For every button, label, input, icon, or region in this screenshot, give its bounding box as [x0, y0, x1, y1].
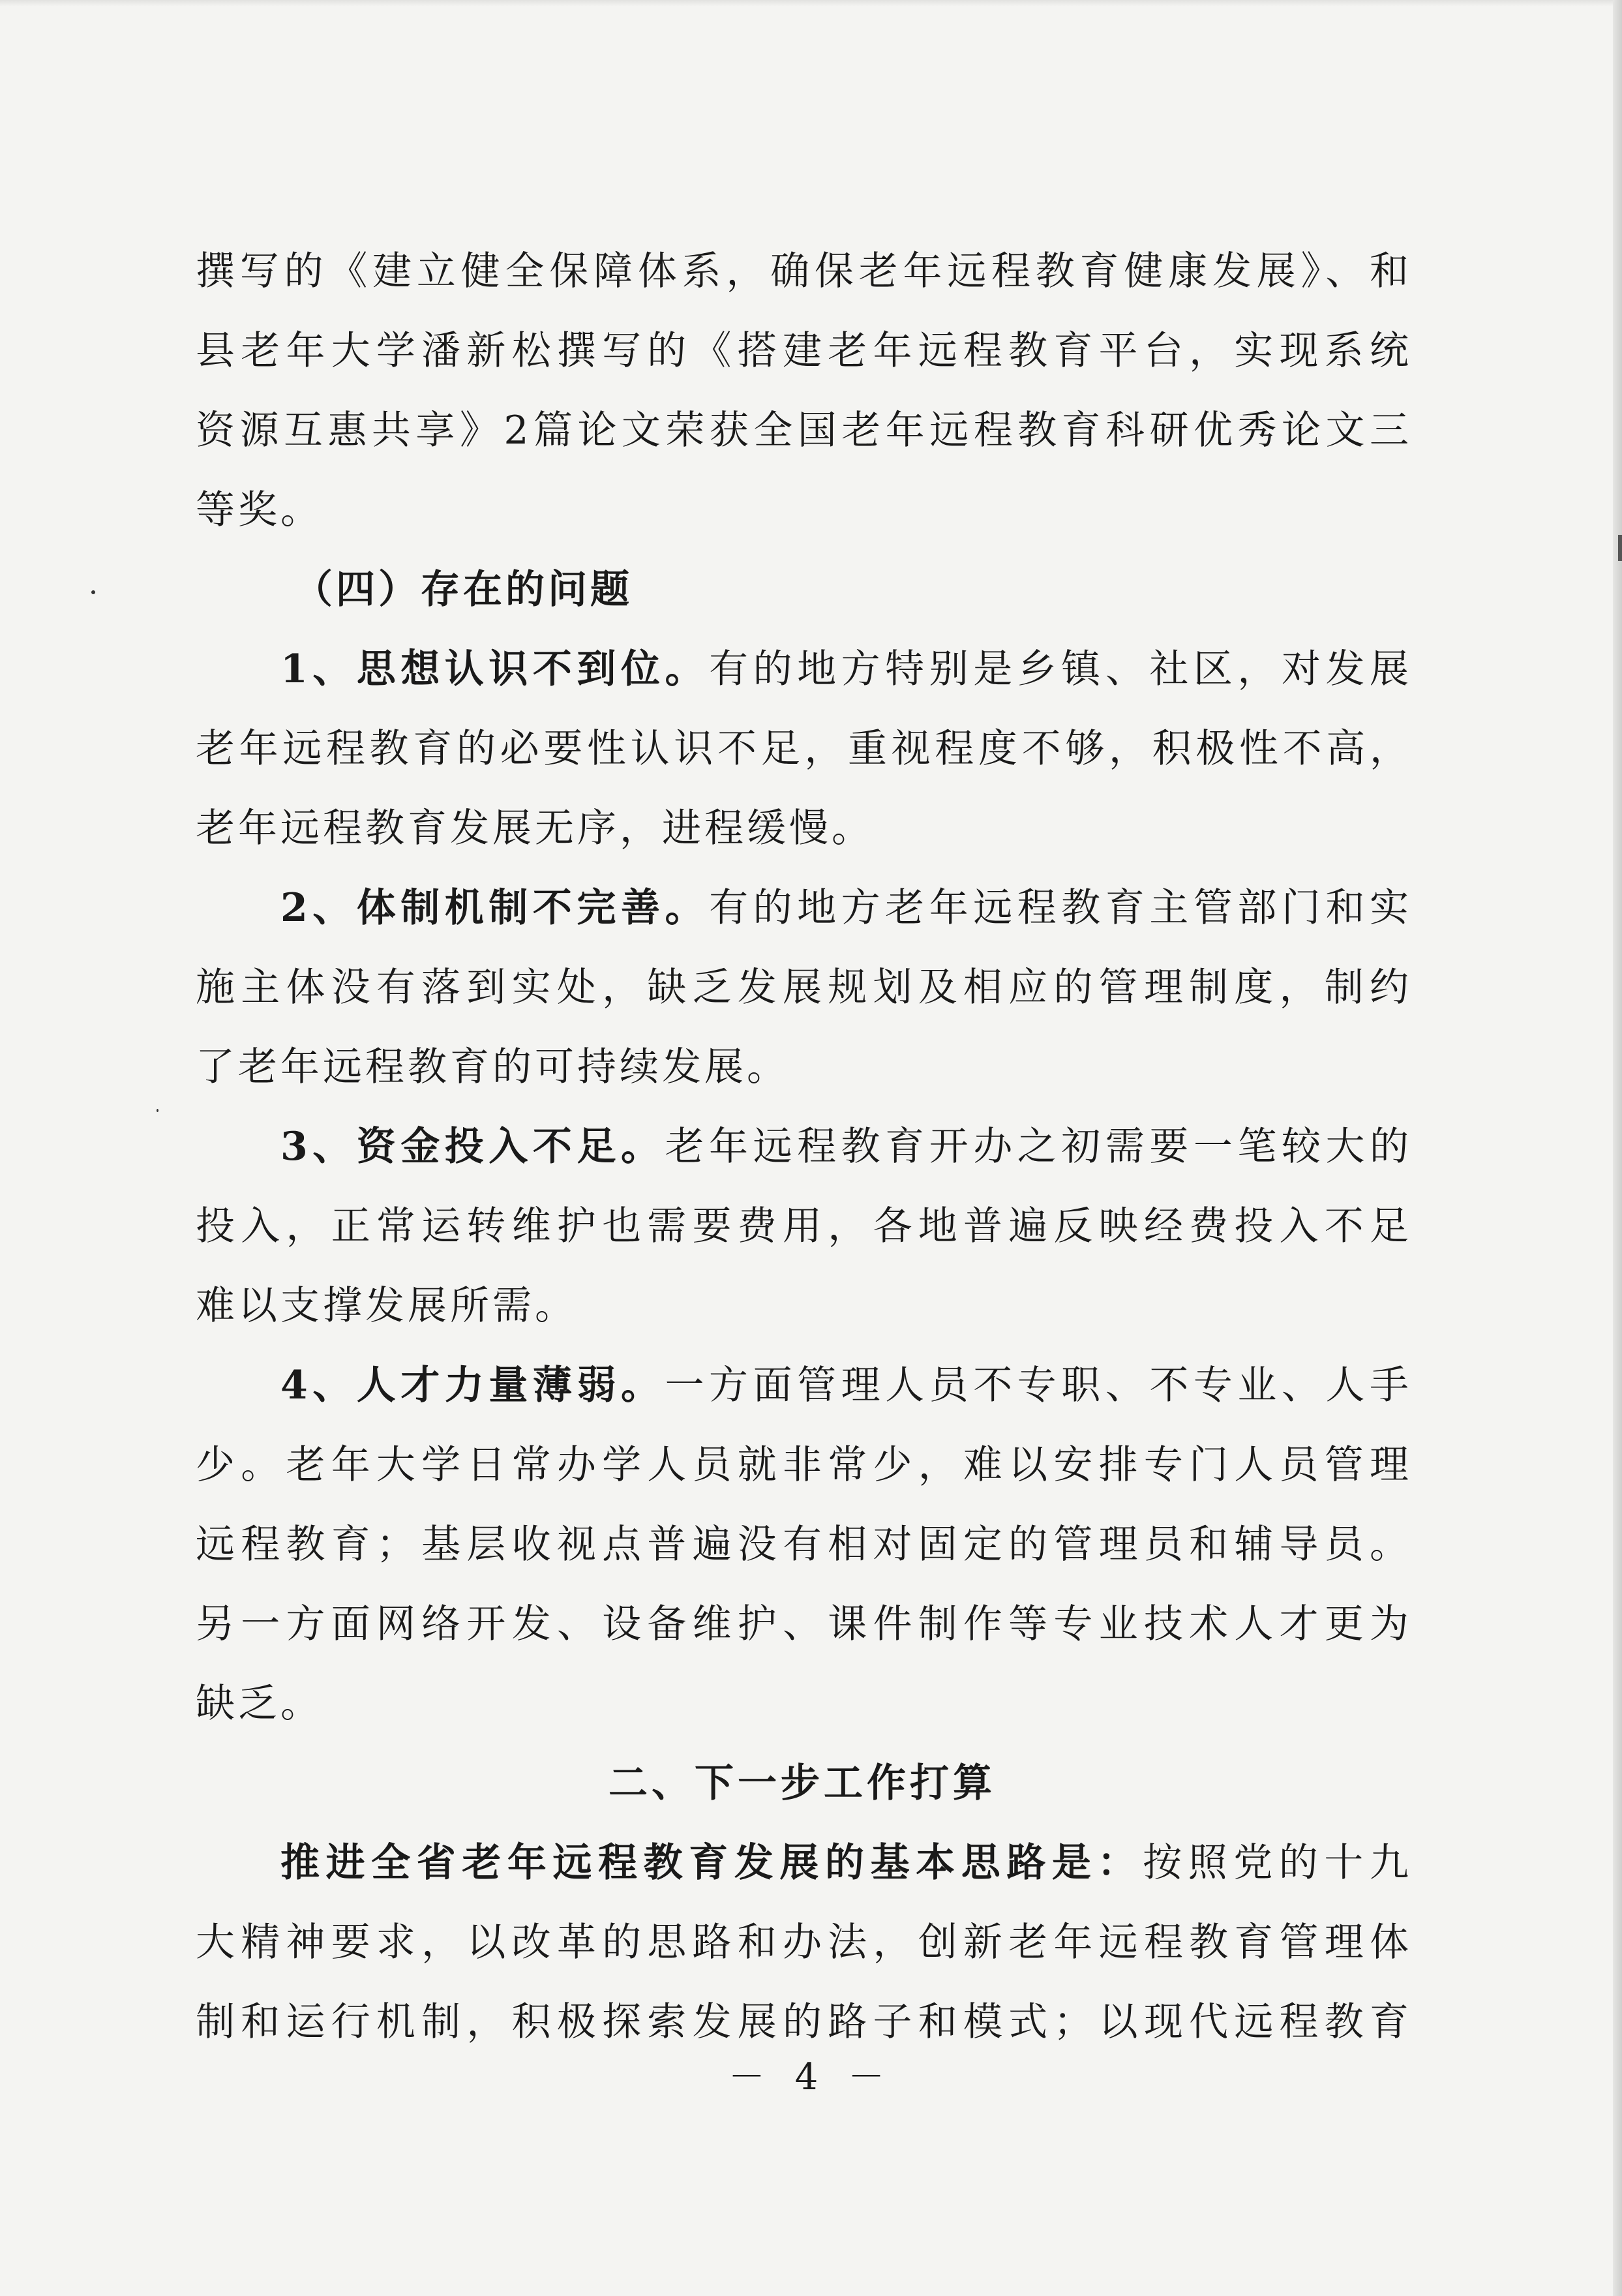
problem-2-text: 有的地方老年远程教育主管部门和实 [709, 885, 1409, 931]
text-line: 撰写的《建立健全保障体系，确保老年远程教育健康发展》、和 [196, 249, 1409, 294]
text-line: 另一方面网络开发、设备维护、课件制作等专业技术人才更为 [196, 1601, 1409, 1647]
text-line: 施主体没有落到实处，缺乏发展规划及相应的管理制度，制约 [196, 965, 1409, 1010]
text-line: 远程教育；基层收视点普遍没有相对固定的管理员和辅导员。 [196, 1522, 1409, 1567]
scan-top-edge [0, 0, 1622, 7]
text-line: 少。老年大学日常办学人员就非常少，难以安排专门人员管理 [196, 1442, 1409, 1488]
problem-1-lead: 1、思想认识不到位。 [280, 646, 710, 692]
dust-speck [91, 590, 95, 594]
text-line: 难以支撑发展所需。 [196, 1283, 577, 1329]
text-line: 老年远程教育的必要性认识不足，重视程度不够，积极性不高， [196, 726, 1409, 772]
problem-3-first-line [196, 1107, 1409, 1186]
problem-1-first-line [196, 629, 1409, 709]
problem-4-first-line [196, 1346, 1409, 1425]
page-number: － 4 － [728, 2056, 894, 2098]
text-line: 资源互惠共享》2篇论文荣获全国老年远程教育科研优秀论文三 [196, 408, 1409, 453]
problem-2-lead: 2、体制机制不完善。 [280, 885, 710, 931]
problem-2-first-line [196, 868, 1409, 948]
problem-3-lead: 3、资金投入不足。 [280, 1124, 665, 1170]
section-title: 二、下一步工作打算 [608, 1760, 996, 1806]
plan-first-line [196, 1823, 1409, 1903]
text-line: 县老年大学潘新松撰写的《搭建老年远程教育平台，实现系统 [196, 328, 1409, 374]
plan-text: 按照党的十九 [1143, 1840, 1409, 1886]
document-body [196, 232, 1409, 2062]
binding-mark [1618, 535, 1622, 561]
text-line: 制和运行机制，积极探索发展的路子和模式；以现代远程教育 [196, 1999, 1409, 2045]
plan-lead: 推进全省老年远程教育发展的基本思路是： [280, 1840, 1143, 1886]
problem-4-lead: 4、人才力量薄弱。 [280, 1363, 665, 1408]
text-line: 老年远程教育发展无序，进程缓慢。 [196, 806, 874, 851]
text-line: 了老年远程教育的可持续发展。 [196, 1044, 789, 1090]
text-line: 投入，正常运转维护也需要费用，各地普遍反映经费投入不足 [196, 1203, 1409, 1249]
text-line: 缺乏。 [196, 1681, 323, 1727]
problem-4-text: 一方面管理人员不专职、不专业、人手 [665, 1363, 1409, 1408]
scan-right-edge [1613, 0, 1622, 2296]
problems-heading: （四）存在的问题 [293, 567, 633, 612]
text-line: 大精神要求，以改革的思路和办法，创新老年远程教育管理体 [196, 1920, 1409, 1965]
dust-speck [157, 1109, 158, 1112]
problem-3-text: 老年远程教育开办之初需要一笔较大的 [665, 1124, 1409, 1170]
text-line: 等奖。 [196, 487, 323, 533]
problem-1-text: 有的地方特别是乡镇、社区，对发展 [709, 646, 1409, 692]
